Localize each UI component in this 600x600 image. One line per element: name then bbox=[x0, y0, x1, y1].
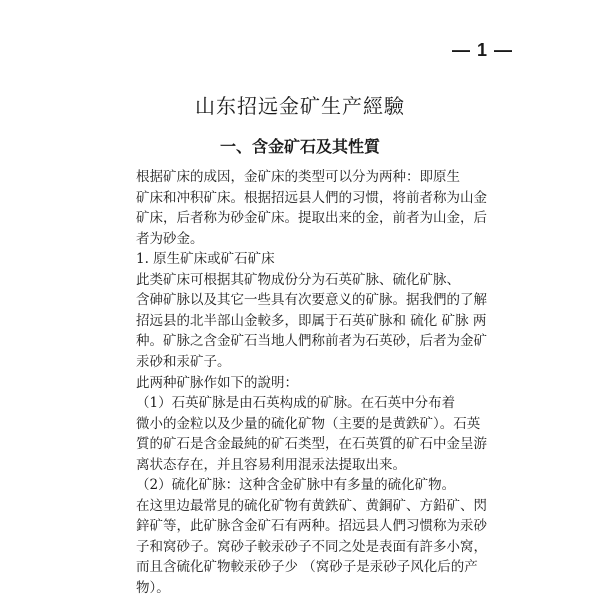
document-title: 山东招远金矿生产經驗 bbox=[195, 94, 405, 118]
page-number: — 1 — bbox=[452, 40, 514, 60]
text-line: 含砷矿脉以及其它一些具有次要意义的矿脉。据我們的了解 bbox=[136, 292, 487, 309]
text-line: 而且含硫化矿物較汞砂子少 （窝砂子是汞砂子风化后的产 bbox=[136, 559, 478, 576]
text-line: （2）硫化矿脉：这种含金矿脉中有多量的硫化矿物。 bbox=[136, 477, 456, 494]
text-line: 微小的金粒以及少量的硫化矿物（主要的是黄鉄矿）。石英 bbox=[136, 415, 481, 432]
text-line: 子和窝砂子。窝砂子較汞砂子不同之处是表面有許多小窝， bbox=[136, 538, 487, 555]
text-line: 招远县的北半部山金較多，即属于石英矿脉和 硫化 矿脉 两 bbox=[136, 312, 487, 329]
text-line: 者为砂金。 bbox=[136, 230, 204, 247]
text-line: 矿床，后者称为砂金矿床。提取出来的金，前者为山金，后 bbox=[136, 210, 487, 227]
text-line: 矿床和冲积矿床。根据招远县人們的习惯，将前者称为山金 bbox=[136, 189, 487, 206]
subsection-heading: 1. 原生矿床或矿石矿床 bbox=[136, 251, 275, 268]
text-line: 此两种矿脉作如下的說明： bbox=[136, 374, 298, 391]
section-heading: 一、含金矿石及其性質 bbox=[219, 137, 380, 156]
text-line: （1）石英矿脉是由石英构成的矿脉。在石英中分布着 bbox=[136, 395, 456, 412]
text-line: 种。矿脉之含金矿石当地人們称前者为石英砂，后者为金矿 bbox=[136, 333, 487, 350]
text-line: 在这里边最常見的硫化矿物有黄鉄矿、黄銅矿、方鉛矿、閃 bbox=[136, 497, 487, 514]
text-line: 离状态存在，并且容易利用混汞法提取出来。 bbox=[136, 456, 406, 473]
text-line: 此类矿床可根据其矿物成份分为石英矿脉、硫化矿脉、 bbox=[136, 271, 460, 288]
text-line: 質的矿石是含金最純的矿石类型，在石英質的矿石中金呈游 bbox=[136, 436, 487, 453]
text-line: 汞砂和汞矿子。 bbox=[136, 353, 231, 370]
text-line: 根据矿床的成因，金矿床的类型可以分为两种：即原生 bbox=[136, 169, 460, 185]
text-line: 鋅矿等，此矿脉含金矿石有两种。招远县人們习惯称为汞砂 bbox=[136, 518, 487, 535]
text-line: 物）。 bbox=[136, 580, 170, 596]
